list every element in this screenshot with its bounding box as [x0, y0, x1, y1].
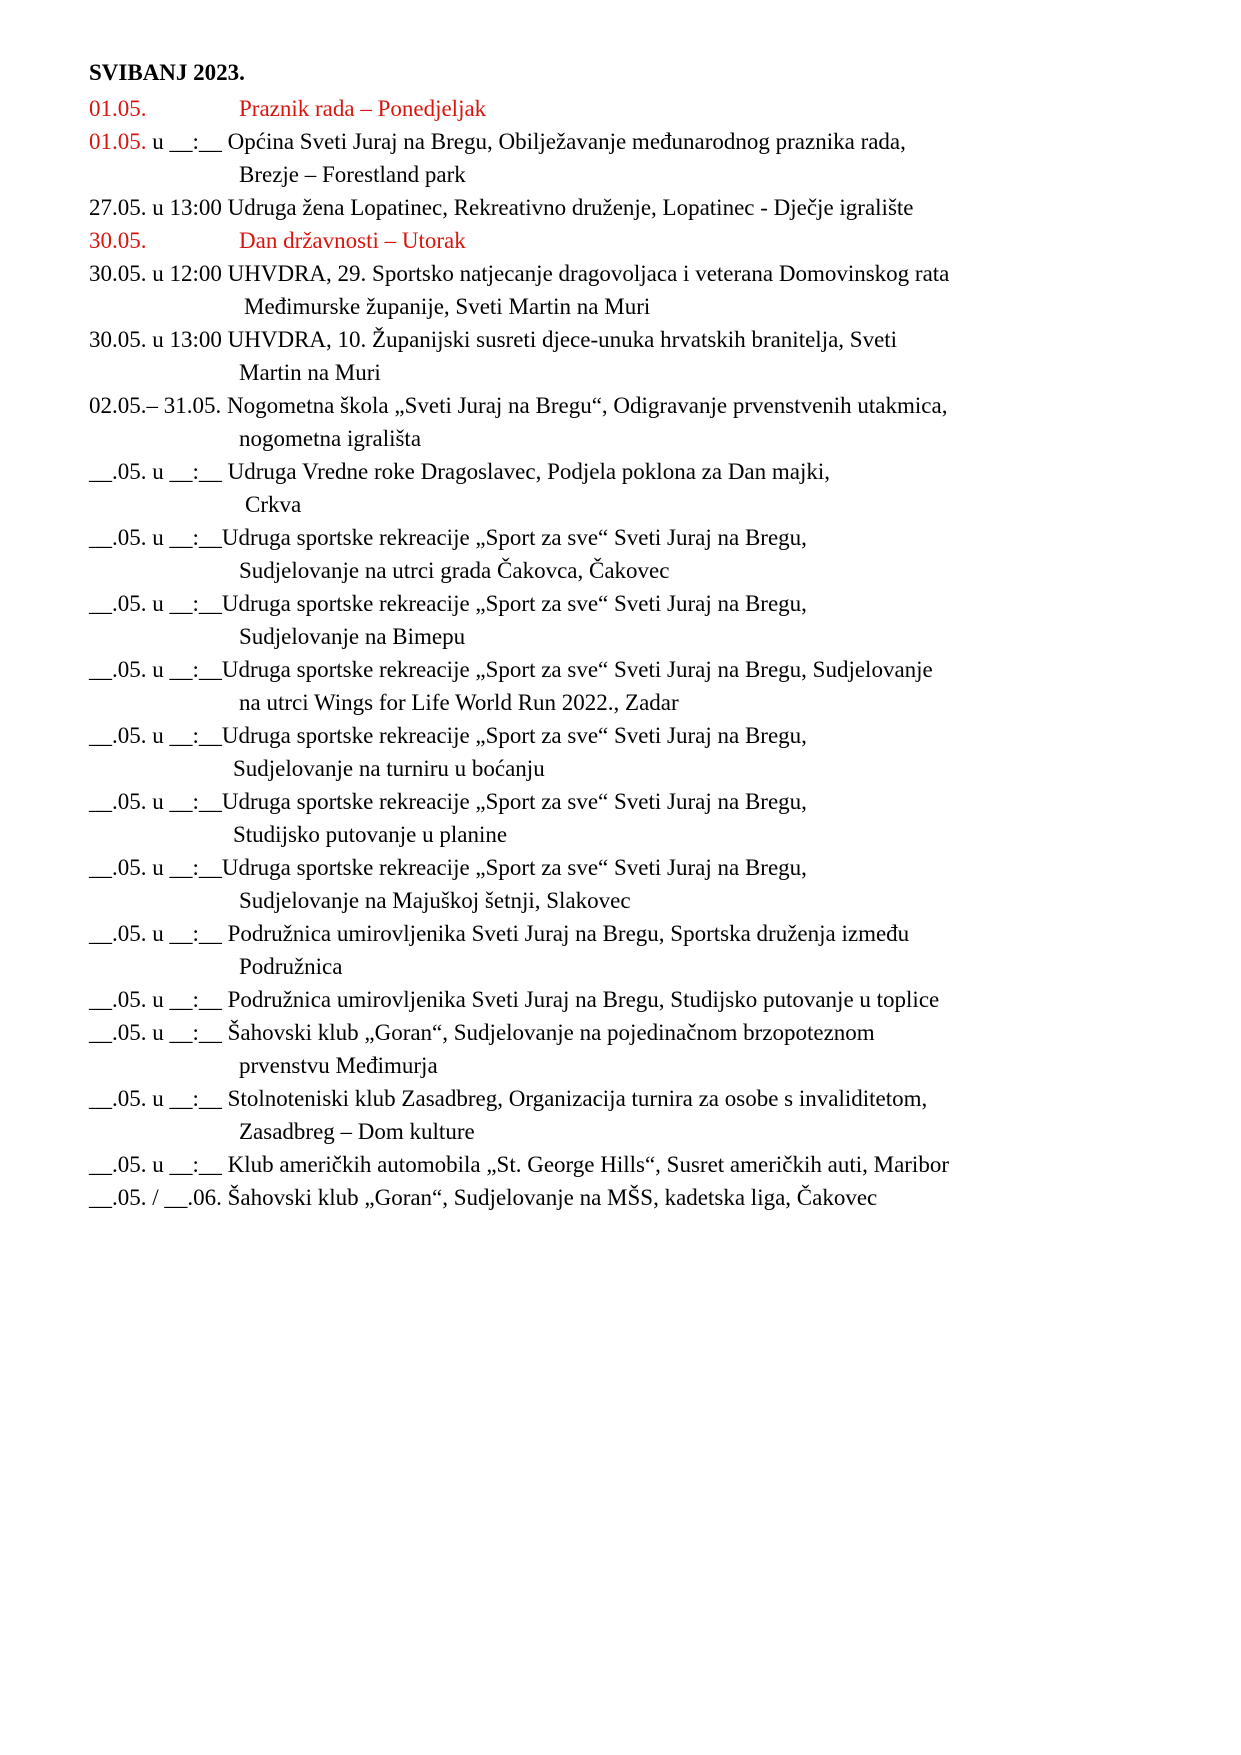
- entry-continuation: Studijsko putovanje u planine: [233, 822, 508, 847]
- entry-continuation: Sudjelovanje na Majuškoj šetnji, Slakovec: [239, 888, 631, 913]
- entry-date: 27.05.: [89, 195, 147, 220]
- entry-text: UHVDRA, 29. Sportsko natjecanje dragovoljaca i veterana Domovinskog rata: [227, 261, 950, 286]
- entry-text: Klub američkih automobila „St. George Hills“, Susret američkih auti, Maribor: [227, 1152, 949, 1177]
- event-entry: [89, 917, 1189, 950]
- entry-date: __.05. u __:__: [89, 987, 228, 1012]
- entry-text: Udruga sportske rekreacije „Sport za sve“ Sveti Juraj na Bregu,: [221, 591, 807, 616]
- entry-continuation: Sudjelovanje na Bimepu: [239, 624, 466, 649]
- entry-date: __.05. u __:__: [89, 591, 222, 616]
- entry-continuation: Međimurske županije, Sveti Martin na Muri: [244, 294, 651, 319]
- entry-date: 01.05.: [89, 96, 147, 121]
- entry-date: __.05. u __:__: [89, 525, 222, 550]
- event-entry: [89, 983, 1189, 1016]
- entry-date: 30.05.: [89, 327, 147, 352]
- event-list: [89, 92, 1189, 1214]
- entry-text: Udruga sportske rekreacije „Sport za sve“ Sveti Juraj na Bregu,: [221, 855, 807, 880]
- entry-date: __.05. u __:__: [89, 1020, 228, 1045]
- event-entry: [89, 257, 1189, 290]
- event-entry: [89, 455, 1189, 488]
- entry-text: Dan državnosti – Utorak: [239, 228, 466, 253]
- entry-text: Općina Sveti Juraj na Bregu, Obilježavanje međunarodnog praznika rada,: [227, 129, 906, 154]
- event-entry: [89, 719, 1189, 752]
- entry-date: __.05. u __:__: [89, 723, 222, 748]
- entry-date: __.05. u __:__: [89, 921, 228, 946]
- entry-date: 30.05.: [89, 228, 147, 253]
- entry-date: __.05. u __:__: [89, 789, 222, 814]
- entry-continuation: prvenstvu Međimurja: [239, 1053, 438, 1078]
- entry-continuation: Martin na Muri: [239, 360, 381, 385]
- entry-text: Nogometna škola „Sveti Juraj na Bregu“, Odigravanje prvenstvenih utakmica,: [227, 393, 948, 418]
- holiday-entry: [89, 224, 1189, 257]
- entry-text: UHVDRA, 10. Županijski susreti djece-unuka hrvatskih branitelja, Sveti: [227, 327, 898, 352]
- entry-text: Udruga sportske rekreacije „Sport za sve“ Sveti Juraj na Bregu, Sudjelovanje: [221, 657, 933, 682]
- entry-date: 01.05.: [89, 129, 147, 154]
- entry-text: Udruga Vredne roke Dragoslavec, Podjela poklona za Dan majki,: [227, 459, 831, 484]
- entry-date: __.05. u __:__: [89, 657, 222, 682]
- event-entry: [89, 1016, 1189, 1049]
- entry-text: Udruga sportske rekreacije „Sport za sve“ Sveti Juraj na Bregu,: [221, 723, 807, 748]
- event-entry: [89, 851, 1189, 884]
- event-entry: [89, 125, 1189, 158]
- entry-continuation: nogometna igrališta: [239, 426, 422, 451]
- entry-continuation: Crkva: [245, 492, 302, 517]
- entry-date: __.05. / __.06.: [89, 1185, 228, 1210]
- event-entry: [89, 1148, 1189, 1181]
- entry-continuation: Zasadbreg – Dom kulture: [239, 1119, 475, 1144]
- entry-time: u 12:00: [146, 261, 228, 286]
- holiday-entry: [89, 92, 1189, 125]
- entry-text: Šahovski klub „Goran“, Sudjelovanje na MŠS, kadetska liga, Čakovec: [227, 1185, 878, 1210]
- entry-text: Podružnica umirovljenika Sveti Juraj na Bregu, Sportska druženja između: [227, 921, 910, 946]
- entry-text: Udruga sportske rekreacije „Sport za sve“ Sveti Juraj na Bregu,: [221, 789, 807, 814]
- entry-continuation: Brezje – Forestland park: [239, 162, 466, 187]
- entry-continuation: Sudjelovanje na utrci grada Čakovca, Čakovec: [239, 558, 670, 583]
- entry-date: 02.05.– 31.05.: [89, 393, 227, 418]
- event-entry: [89, 1181, 1189, 1214]
- entry-text: Udruga sportske rekreacije „Sport za sve“ Sveti Juraj na Bregu,: [221, 525, 807, 550]
- entry-time: u __:__: [146, 129, 228, 154]
- entry-date: __.05. u __:__: [89, 459, 228, 484]
- entry-continuation: Podružnica: [239, 954, 343, 979]
- event-entry: [89, 521, 1189, 554]
- entry-text: Udruga žena Lopatinec, Rekreativno druženje, Lopatinec - Dječje igralište: [227, 195, 914, 220]
- entry-text: Stolnoteniski klub Zasadbreg, Organizacija turnira za osobe s invaliditetom,: [227, 1086, 928, 1111]
- entry-date: 30.05.: [89, 261, 147, 286]
- entry-time: u 13:00: [146, 195, 228, 220]
- entry-text: Praznik rada – Ponedjeljak: [239, 96, 487, 121]
- entry-date: __.05. u __:__: [89, 1152, 228, 1177]
- entry-date: __.05. u __:__: [89, 855, 222, 880]
- event-entry: [89, 389, 1189, 422]
- entry-time: u 13:00: [146, 327, 228, 352]
- entry-continuation: na utrci Wings for Life World Run 2022., Zadar: [239, 690, 679, 715]
- event-entry: [89, 1082, 1189, 1115]
- event-entry: [89, 191, 1189, 224]
- entry-date: __.05. u __:__: [89, 1086, 228, 1111]
- entry-continuation: Sudjelovanje na turniru u boćanju: [233, 756, 545, 781]
- event-entry: [89, 653, 1189, 686]
- event-entry: [89, 323, 1189, 356]
- page-heading: SVIBANJ 2023.: [89, 60, 245, 85]
- entry-text: Šahovski klub „Goran“, Sudjelovanje na pojedinačnom brzopoteznom: [227, 1020, 875, 1045]
- entry-text: Podružnica umirovljenika Sveti Juraj na Bregu, Studijsko putovanje u toplice: [227, 987, 940, 1012]
- event-entry: [89, 587, 1189, 620]
- event-entry: [89, 785, 1189, 818]
